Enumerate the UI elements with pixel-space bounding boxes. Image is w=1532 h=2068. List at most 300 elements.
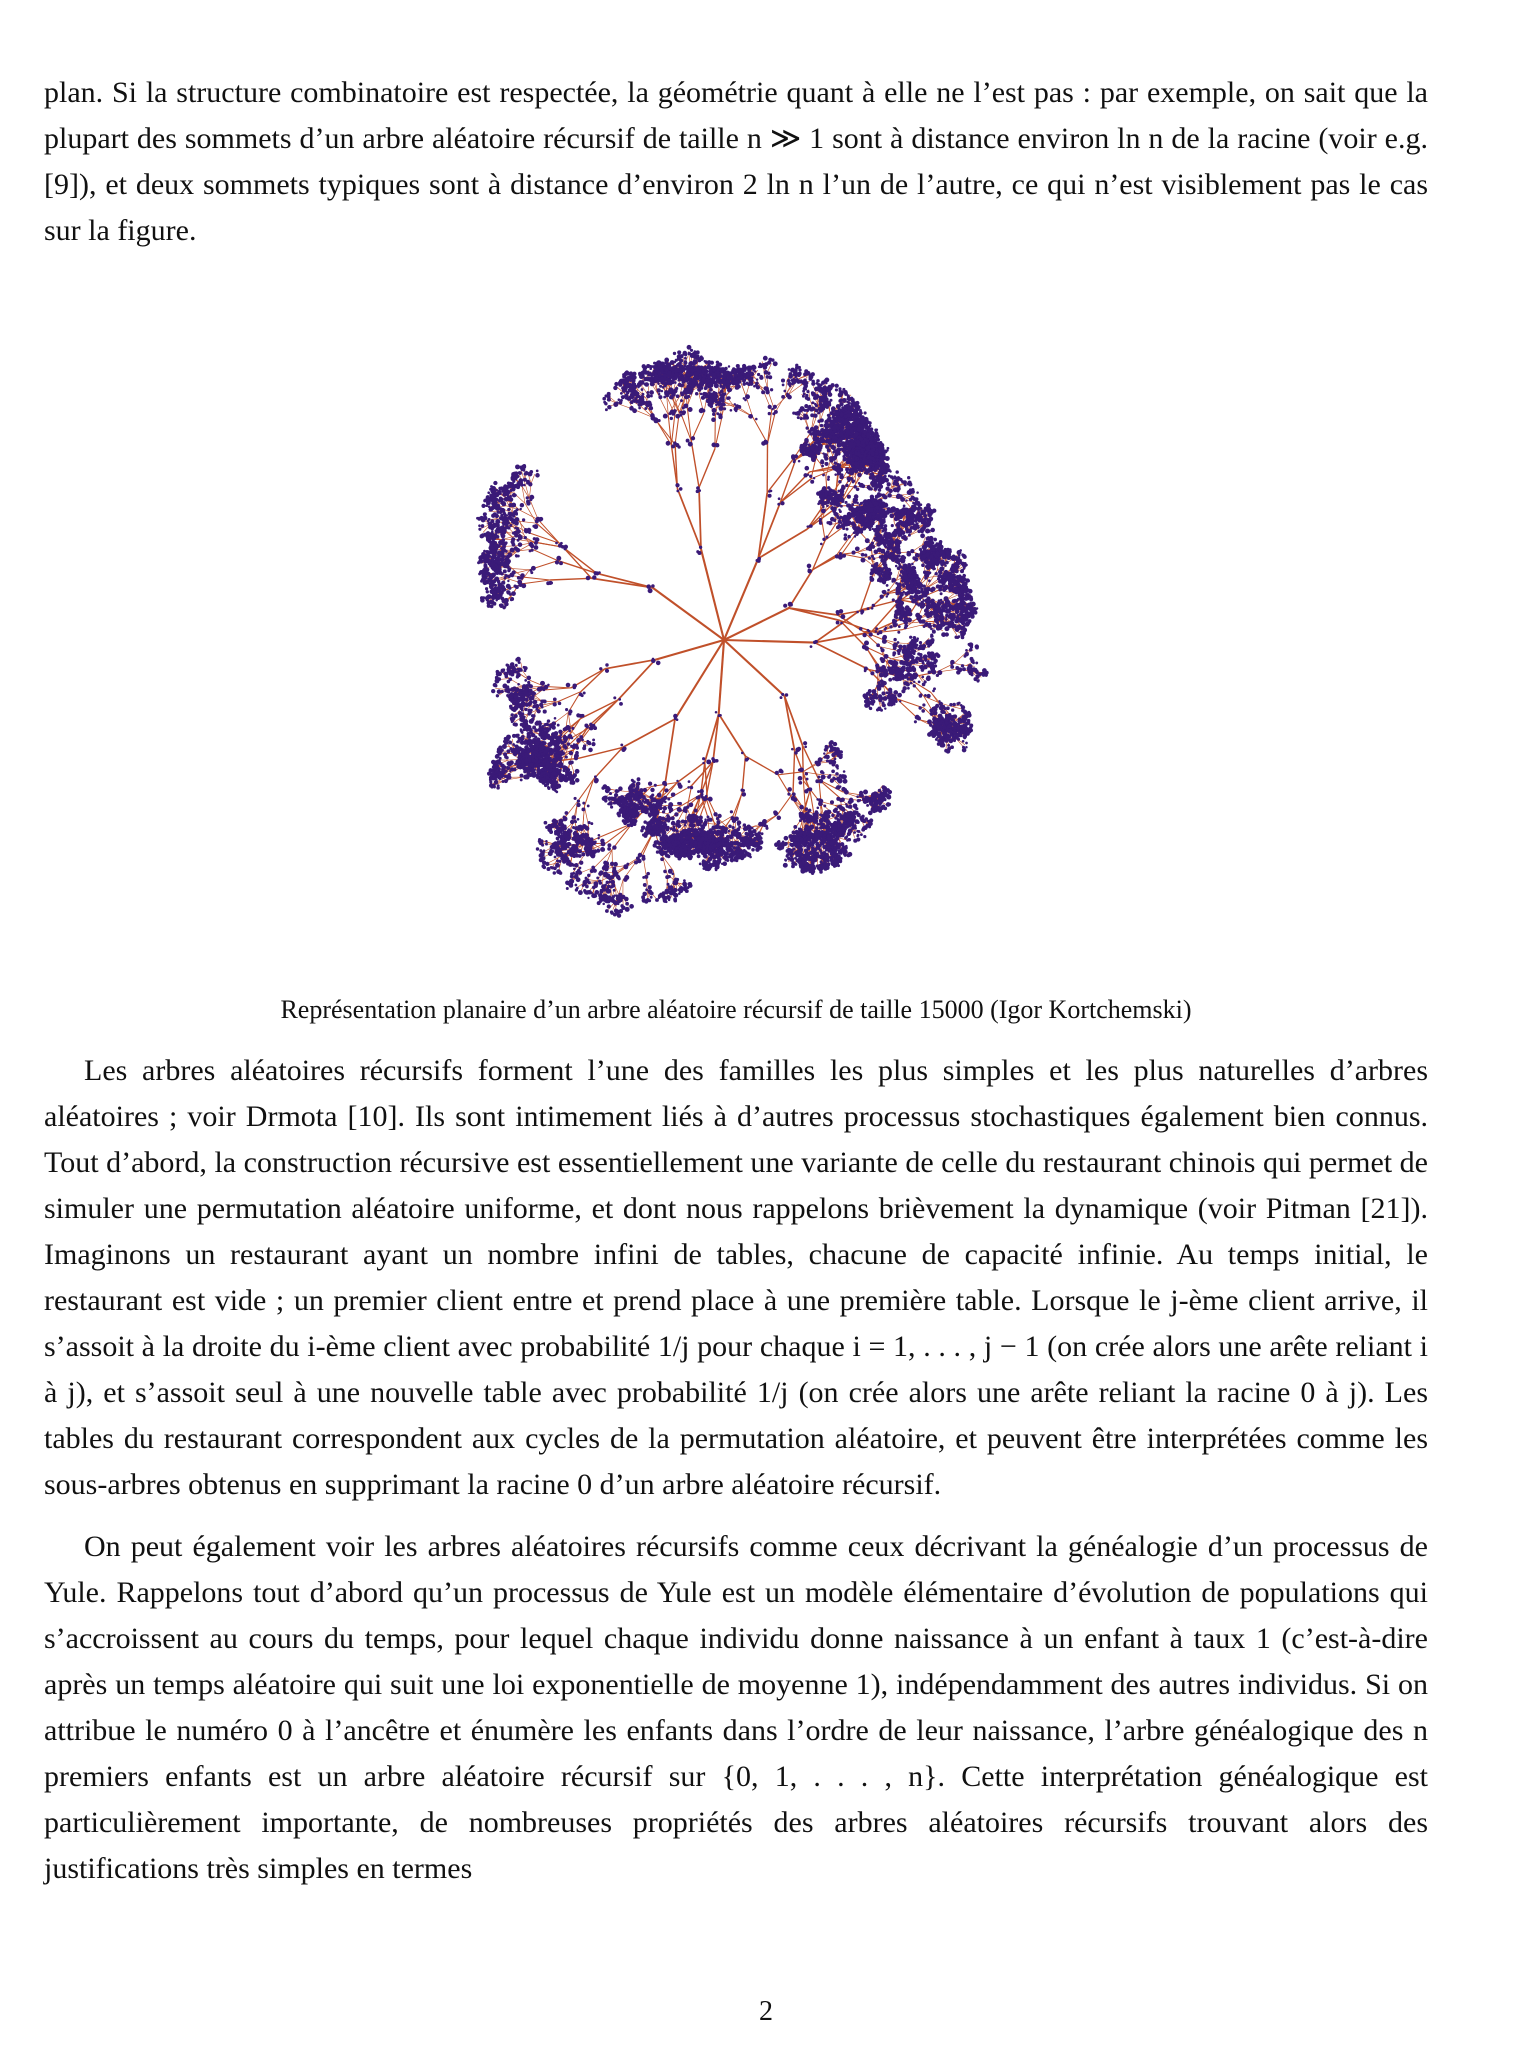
tree-edge xyxy=(758,529,807,558)
tree-node xyxy=(942,582,945,585)
tree-node xyxy=(967,712,970,715)
tree-node xyxy=(919,548,922,551)
tree-node xyxy=(951,722,954,725)
tree-node xyxy=(785,859,787,861)
tree-edge xyxy=(508,568,530,569)
tree-node xyxy=(790,843,793,846)
tree-node xyxy=(784,836,789,841)
tree-node xyxy=(851,503,854,506)
tree-node xyxy=(911,563,914,566)
tree-node xyxy=(945,714,948,717)
tree-edge xyxy=(550,578,591,580)
tree-node xyxy=(964,652,969,657)
tree-node xyxy=(870,671,874,675)
tree-node xyxy=(932,725,936,729)
tree-node xyxy=(957,598,960,601)
random-recursive-tree-image xyxy=(394,320,1094,960)
tree-node xyxy=(933,568,936,571)
tree-node xyxy=(956,727,960,731)
tree-edge xyxy=(768,412,776,443)
tree-node xyxy=(945,561,949,565)
tree-node xyxy=(920,558,924,562)
tree-edge xyxy=(724,558,758,640)
tree-edge xyxy=(578,779,594,801)
tree-node xyxy=(962,746,965,749)
tree-node xyxy=(953,703,956,706)
tree-node xyxy=(950,716,953,719)
tree-node xyxy=(913,525,915,527)
tree-node xyxy=(924,524,928,528)
tree-node xyxy=(940,592,943,595)
tree-node xyxy=(791,864,795,868)
tree-node xyxy=(969,666,972,669)
tree-edge xyxy=(954,654,965,664)
tree-node xyxy=(811,855,815,859)
tree-node xyxy=(962,709,966,713)
tree-edge xyxy=(954,664,966,666)
tree-node xyxy=(804,789,808,793)
tree-node xyxy=(928,579,931,582)
tree-node xyxy=(927,513,932,518)
tree-node xyxy=(950,573,955,578)
tree-node xyxy=(839,510,842,513)
tree-node xyxy=(935,552,939,556)
tree-node xyxy=(962,631,966,635)
tree-node xyxy=(950,566,955,571)
tree-edge xyxy=(532,549,557,560)
tree-node xyxy=(915,715,920,720)
tree-node xyxy=(941,736,944,739)
tree-node xyxy=(963,581,967,585)
tree-node xyxy=(953,581,957,585)
tree-node xyxy=(794,863,797,866)
tree-node xyxy=(891,524,894,527)
tree-node xyxy=(963,596,967,600)
tree-node xyxy=(960,704,963,707)
tree-edge xyxy=(563,547,597,573)
tree-node xyxy=(834,850,836,852)
tree-node xyxy=(919,693,922,696)
tree-edge xyxy=(525,503,536,523)
tree-edge xyxy=(719,714,746,756)
tree-node xyxy=(846,521,851,526)
tree-edge xyxy=(594,747,623,779)
tree-edge xyxy=(768,411,772,444)
tree-node xyxy=(836,856,839,859)
tree-node xyxy=(793,848,796,851)
tree-node xyxy=(944,732,948,736)
tree-node xyxy=(860,609,864,613)
tree-node xyxy=(938,544,942,548)
tree-node xyxy=(935,572,938,575)
tree-node xyxy=(956,617,960,621)
tree-node xyxy=(951,589,955,593)
tree-edge xyxy=(892,479,893,487)
tree-node xyxy=(830,859,833,862)
tree-node xyxy=(938,714,943,719)
tree-node xyxy=(920,533,925,538)
tree-edge xyxy=(665,719,675,787)
tree-node xyxy=(961,707,964,710)
tree-node xyxy=(800,869,805,874)
tree-node xyxy=(899,700,901,702)
tree-edge xyxy=(793,751,795,793)
tree-node xyxy=(967,580,970,583)
tree-edge xyxy=(803,745,804,780)
tree-node xyxy=(963,734,967,738)
tree-node xyxy=(933,545,936,548)
tree-node xyxy=(957,626,961,630)
paragraph-intro: plan. Si la structure combinatoire est respectée, la géométrie quant à elle ne l’est pas : par exemple, on sait que la plupart des sommets d’un arbre aléatoire récursif de taille n ≫ 1 sont à distance environ ln n de la racine (voir e.g. [9]), et deux sommets typiques sont à distance d’environ 2 ln n l’un de l’autre, ce qui n’est visiblement pas le cas sur la figure. xyxy=(44,76,1428,247)
tree-node xyxy=(793,825,797,829)
tree-node xyxy=(965,622,970,627)
tree-node xyxy=(953,739,956,742)
tree-node xyxy=(951,708,954,711)
tree-edge xyxy=(677,489,701,549)
tree-edge xyxy=(556,713,568,722)
tree-node xyxy=(949,703,952,706)
tree-edge xyxy=(529,498,538,519)
tree-node xyxy=(927,541,932,546)
tree-node xyxy=(960,569,964,573)
tree-node xyxy=(923,561,926,564)
tree-node xyxy=(914,720,917,723)
tree-edge xyxy=(677,762,705,782)
tree-node xyxy=(931,587,936,592)
tree-node xyxy=(927,529,930,532)
tree-node xyxy=(956,733,960,737)
tree-edge xyxy=(724,608,789,640)
tree-node xyxy=(923,548,927,552)
tree-node xyxy=(920,509,925,514)
tree-node xyxy=(846,839,848,841)
tree-edge xyxy=(699,488,701,550)
tree-node xyxy=(924,694,927,697)
tree-node xyxy=(822,865,826,869)
tree-node xyxy=(957,550,962,555)
tree-node xyxy=(809,864,812,867)
tree-node xyxy=(926,694,930,698)
tree-node xyxy=(906,552,911,557)
tree-node xyxy=(963,603,966,606)
tree-node xyxy=(864,667,868,671)
tree-node xyxy=(954,724,958,728)
tree-node xyxy=(926,537,929,540)
tree-node xyxy=(799,863,803,867)
tree-node xyxy=(938,732,941,735)
tree-node xyxy=(928,517,933,522)
tree-node xyxy=(951,556,956,561)
tree-node xyxy=(945,603,948,606)
tree-node xyxy=(925,565,929,569)
tree-node xyxy=(844,846,848,850)
tree-edge xyxy=(871,603,897,632)
tree-node xyxy=(970,613,972,615)
tree-node xyxy=(958,667,963,672)
tree-node xyxy=(942,561,946,565)
tree-edge xyxy=(789,570,813,608)
tree-node xyxy=(931,559,935,563)
tree-node xyxy=(971,602,976,607)
tree-node xyxy=(944,585,948,589)
tree-edge xyxy=(724,640,815,643)
tree-node xyxy=(834,846,837,849)
tree-node xyxy=(786,853,789,856)
tree-node xyxy=(799,852,803,856)
tree-node xyxy=(936,584,940,588)
tree-node xyxy=(945,550,950,555)
tree-node xyxy=(969,648,973,652)
tree-node xyxy=(949,739,953,743)
tree-edge xyxy=(584,779,593,806)
tree-node xyxy=(777,840,780,843)
tree-node xyxy=(972,661,975,664)
tree-figure xyxy=(44,320,1428,960)
tree-node xyxy=(935,542,938,545)
tree-node xyxy=(800,857,803,860)
tree-node xyxy=(819,870,823,874)
tree-edge xyxy=(952,707,961,709)
tree-node xyxy=(804,855,807,858)
tree-node xyxy=(958,702,961,705)
tree-node xyxy=(958,604,962,608)
tree-node xyxy=(962,740,965,743)
tree-node xyxy=(814,852,817,855)
tree-node xyxy=(777,847,780,850)
tree-node xyxy=(970,607,974,611)
tree-node xyxy=(955,610,959,614)
tree-node xyxy=(950,660,955,665)
tree-edge xyxy=(724,640,785,696)
tree-node xyxy=(844,836,847,839)
tree-node xyxy=(839,516,842,519)
tree-node xyxy=(910,549,914,553)
tree-node xyxy=(840,521,843,524)
tree-node xyxy=(939,540,943,544)
tree-node xyxy=(869,632,873,636)
tree-node xyxy=(794,857,797,860)
tree-node xyxy=(985,674,988,677)
tree-node xyxy=(960,584,963,587)
tree-node xyxy=(965,746,968,749)
tree-node xyxy=(791,851,793,853)
tree-node xyxy=(897,525,901,529)
tree-node xyxy=(920,530,924,534)
tree-node xyxy=(959,612,963,616)
tree-node xyxy=(963,562,966,565)
tree-node xyxy=(965,742,968,745)
tree-edge xyxy=(745,756,778,775)
tree-node xyxy=(964,608,967,611)
tree-node xyxy=(950,605,953,608)
tree-node xyxy=(957,578,961,582)
tree-node xyxy=(970,729,973,732)
tree-node xyxy=(956,636,959,639)
tree-node xyxy=(933,720,938,725)
tree-node xyxy=(953,599,956,602)
tree-node xyxy=(804,850,808,854)
tree-node xyxy=(960,725,965,730)
tree-node xyxy=(844,501,846,503)
tree-node xyxy=(946,555,951,560)
tree-edge xyxy=(735,793,743,818)
tree-edge xyxy=(699,449,715,488)
tree-node xyxy=(892,598,895,601)
tree-node xyxy=(893,533,897,537)
tree-node xyxy=(923,514,927,518)
tree-edge xyxy=(719,640,724,714)
tree-node xyxy=(975,661,978,664)
tree-node xyxy=(940,740,945,745)
tree-node xyxy=(865,538,870,543)
tree-node xyxy=(968,603,971,606)
tree-edge xyxy=(520,510,538,520)
tree-node xyxy=(943,572,948,577)
tree-node xyxy=(816,865,819,868)
tree-edge xyxy=(742,756,745,793)
tree-node xyxy=(790,857,794,861)
tree-node xyxy=(946,706,950,710)
tree-node xyxy=(957,562,960,565)
tree-node xyxy=(812,847,814,849)
tree-node xyxy=(908,534,911,537)
tree-node xyxy=(925,552,930,557)
tree-node xyxy=(975,646,979,650)
tree-node xyxy=(823,851,826,854)
tree-edge xyxy=(536,523,559,543)
tree-node xyxy=(915,553,918,556)
tree-node xyxy=(938,570,942,574)
tree-node xyxy=(961,664,964,667)
document-page xyxy=(44,70,1428,1892)
tree-edge xyxy=(524,580,551,584)
tree-edge xyxy=(592,700,619,727)
tree-node xyxy=(967,669,971,673)
tree-node xyxy=(961,553,964,556)
tree-node xyxy=(933,710,938,715)
tree-edge xyxy=(924,696,932,710)
tree-node xyxy=(977,679,979,681)
tree-node xyxy=(951,570,954,573)
tree-node xyxy=(812,870,815,873)
tree-node xyxy=(963,567,966,570)
tree-node xyxy=(926,572,929,575)
tree-node xyxy=(810,645,813,648)
tree-node xyxy=(947,749,950,752)
tree-node xyxy=(942,711,944,713)
tree-node xyxy=(922,703,925,706)
tree-node xyxy=(954,569,958,573)
tree-node xyxy=(965,649,968,652)
tree-node xyxy=(830,850,833,853)
tree-node xyxy=(952,719,955,722)
tree-edge xyxy=(785,696,803,745)
tree-node xyxy=(944,749,948,753)
tree-node xyxy=(960,593,964,597)
tree-node xyxy=(953,604,958,609)
tree-node xyxy=(918,706,921,709)
tree-edge xyxy=(785,696,795,751)
tree-node xyxy=(969,596,972,599)
tree-node xyxy=(960,729,963,732)
tree-node xyxy=(945,721,949,725)
tree-node xyxy=(937,727,940,730)
tree-node xyxy=(808,787,812,791)
tree-node xyxy=(937,670,942,675)
tree-node xyxy=(783,863,788,868)
tree-node xyxy=(950,665,954,669)
tree-node xyxy=(935,562,938,565)
tree-node xyxy=(953,715,956,718)
tree-node xyxy=(818,854,822,858)
tree-node xyxy=(916,525,919,528)
tree-node xyxy=(929,555,933,559)
tree-node xyxy=(897,598,900,601)
tree-node xyxy=(932,690,935,693)
tree-node xyxy=(847,852,852,857)
tree-node xyxy=(936,547,939,550)
tree-node xyxy=(940,722,942,724)
tree-edge xyxy=(706,762,713,798)
tree-node xyxy=(940,578,943,581)
tree-node xyxy=(957,738,960,741)
tree-node xyxy=(946,738,949,741)
tree-edge xyxy=(691,441,699,488)
tree-node xyxy=(948,582,953,587)
tree-node xyxy=(962,667,966,671)
tree-node xyxy=(833,853,837,857)
tree-node xyxy=(903,505,906,508)
tree-node xyxy=(927,719,932,724)
tree-node xyxy=(942,725,946,729)
tree-node xyxy=(921,563,925,567)
tree-node xyxy=(782,843,786,847)
tree-node xyxy=(928,509,932,513)
tree-node xyxy=(930,528,935,533)
tree-node xyxy=(868,630,871,633)
tree-node xyxy=(912,556,916,560)
tree-node xyxy=(921,709,925,713)
tree-node xyxy=(948,729,953,734)
tree-node xyxy=(813,640,817,644)
tree-node xyxy=(796,853,799,856)
tree-node xyxy=(965,615,969,619)
tree-edge xyxy=(623,719,675,747)
tree-node xyxy=(968,589,973,594)
tree-edge xyxy=(753,417,768,444)
tree-node xyxy=(926,587,930,591)
tree-node xyxy=(946,577,949,580)
tree-edge xyxy=(815,643,869,670)
tree-node xyxy=(953,563,957,567)
tree-node xyxy=(971,673,974,676)
tree-node xyxy=(976,677,979,680)
tree-node xyxy=(938,575,941,578)
tree-node xyxy=(833,859,838,864)
tree-node xyxy=(856,611,859,614)
tree-node xyxy=(889,513,894,518)
tree-node xyxy=(828,521,832,525)
tree-node xyxy=(959,720,963,724)
tree-edge xyxy=(522,577,550,580)
tree-node xyxy=(947,744,950,747)
tree-node xyxy=(939,706,944,711)
tree-node xyxy=(933,538,937,542)
tree-nodes xyxy=(476,345,989,918)
tree-node xyxy=(941,553,945,557)
tree-node xyxy=(953,729,956,732)
tree-node xyxy=(953,577,956,580)
